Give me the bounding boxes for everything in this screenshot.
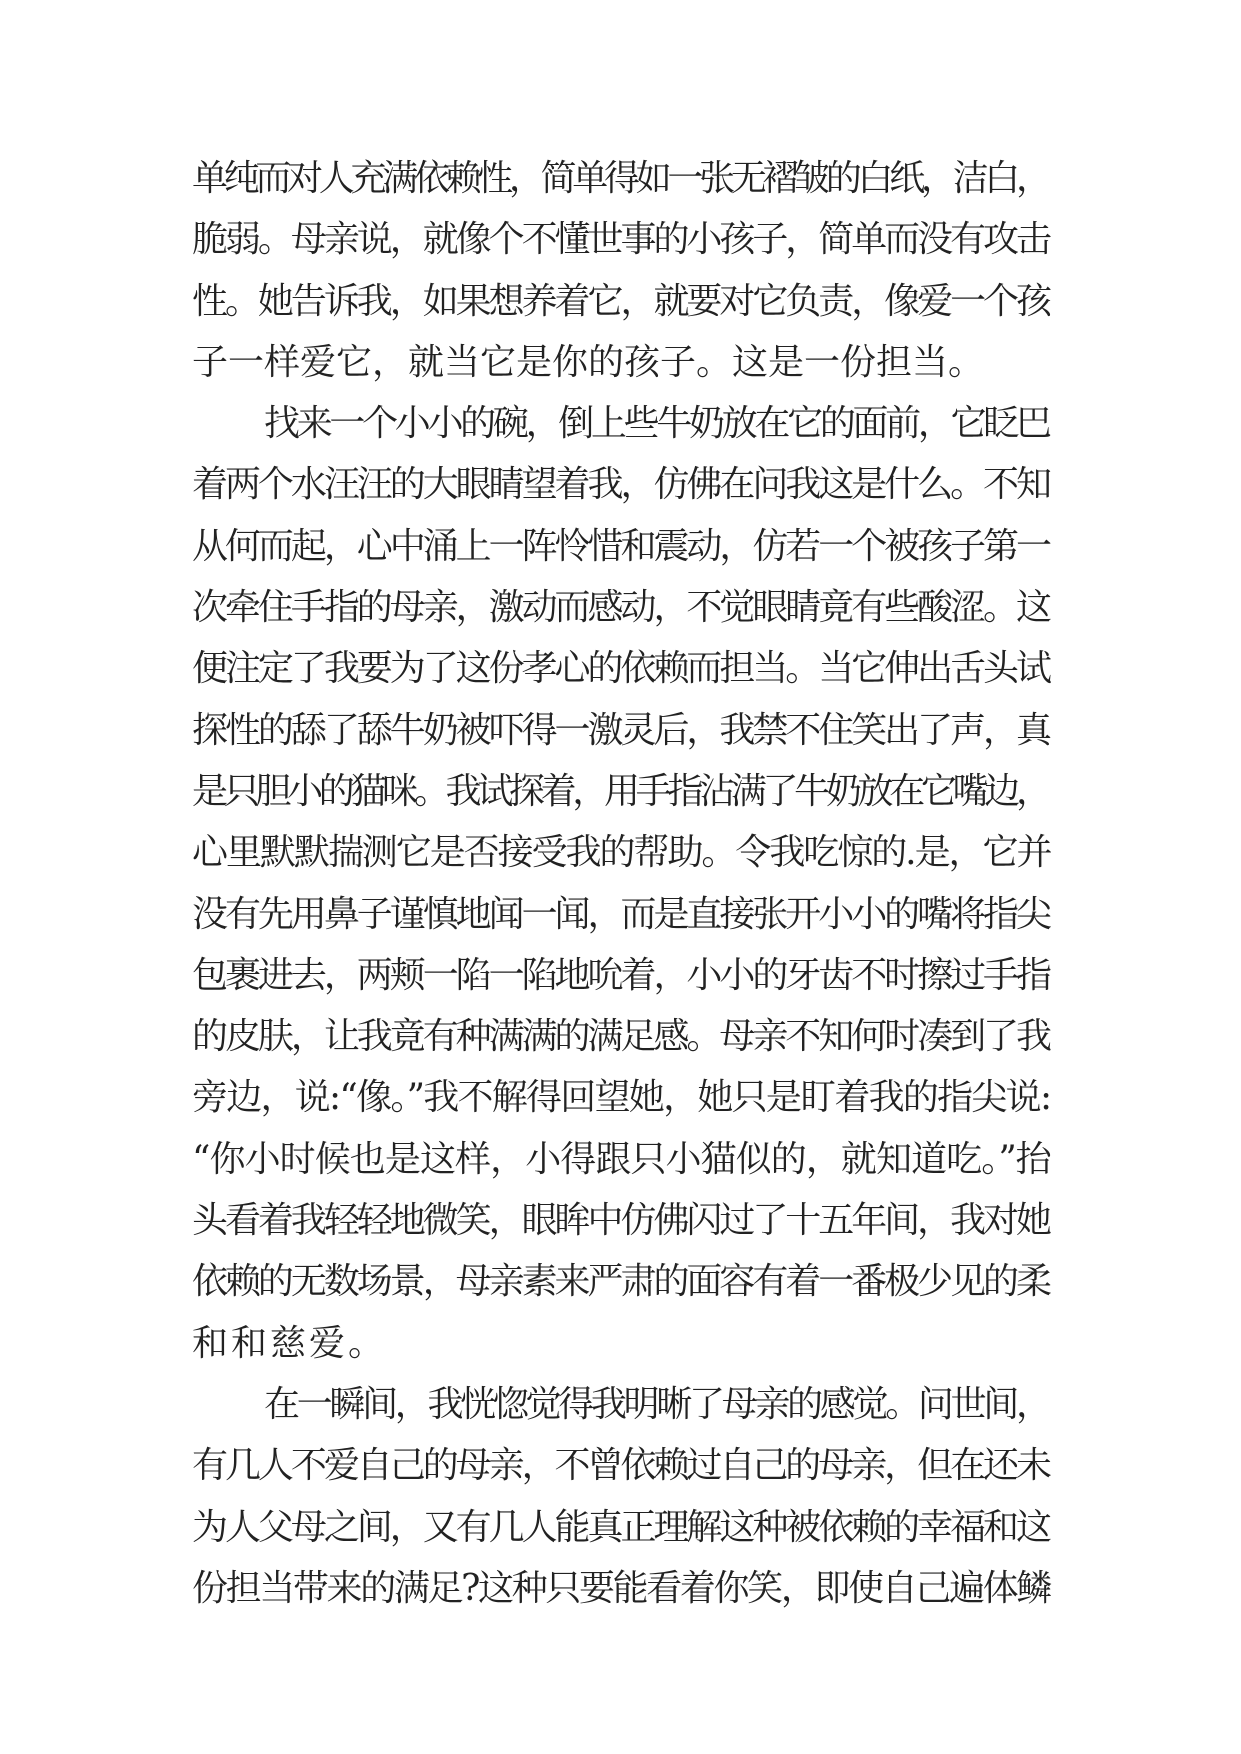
text-line: 份担当带来的满足?这种只要能看着你笑，即使自己遍体鳞 [192, 1567, 1050, 1609]
body-text [192, 148, 1052, 1619]
text-line: 便注定了我要为了这份孝心的依赖而担当。当它伸出舌头试 [192, 648, 1049, 690]
text-line: 和和慈爱。 [192, 1322, 388, 1364]
text-line: 子一样爱它，就当它是你的孩子。这是一份担当。 [192, 341, 985, 383]
text-line: 包裹进去，两颊一陷一陷地吮着，小小的牙齿不时擦过手指 [192, 954, 1049, 996]
text-line: 没有先用鼻子谨慎地闻一闻，而是直接张开小小的嘴将指尖 [192, 893, 1049, 935]
text-line: 探性的舔了舔牛奶被吓得一激灵后，我禁不住笑出了声，真 [192, 709, 1049, 751]
text-line: 找来一个小小的碗，倒上些牛奶放在它的面前，它眨巴 [264, 403, 1049, 445]
text-line: 次牵住手指的母亲，激动而感动，不觉眼睛竟有些酸涩。这 [192, 587, 1049, 629]
text-line: 单纯而对人充满依赖性，简单得如一张无褶皱的白纸，洁白， [192, 158, 1048, 199]
text-line: 旁边，说:“像。”我不解得回望她，她只是盯着我的指尖说: [192, 1077, 1051, 1119]
text-line: 是只胆小的猫咪。我试探着，用手指沾满了牛奶放在它嘴边， [192, 770, 1048, 812]
text-line: 有几人不爱自己的母亲，不曾依赖过自己的母亲，但在还未 [192, 1445, 1049, 1487]
text-line: 脆弱。母亲说，就像个不懂世事的小孩子，简单而没有攻击 [192, 219, 1049, 261]
text-line: 为人父母之间，又有几人能真正理解这种被依赖的幸福和这 [192, 1506, 1049, 1548]
text-line: 依赖的无数场景，母亲素来严肃的面容有着一番极少见的柔 [192, 1261, 1049, 1303]
text-line: 头看着我轻轻地微笑，眼眸中仿佛闪过了十五年间，我对她 [192, 1200, 1049, 1242]
text-line: 性。她告诉我，如果想养着它，就要对它负责，像爱一个孩 [192, 280, 1049, 322]
text-line: 心里默默揣测它是否接受我的帮助。令我吃惊的.是，它并 [192, 832, 1051, 874]
text-line: 从何而起，心中涌上一阵怜惜和震动，仿若一个被孩子第一 [192, 525, 1049, 567]
text-line: 在一瞬间，我恍惚觉得我明晰了母亲的感觉。问世间， [264, 1383, 1049, 1425]
text-line: “你小时候也是这样，小得跟只小猫似的，就知道吃。”抬 [192, 1138, 1051, 1180]
text-line: 着两个水汪汪的大眼睛望着我，仿佛在问我这是什么。不知 [192, 464, 1049, 506]
text-line: 的皮肤，让我竟有种满满的满足感。母亲不知何时凑到了我 [192, 1016, 1049, 1058]
